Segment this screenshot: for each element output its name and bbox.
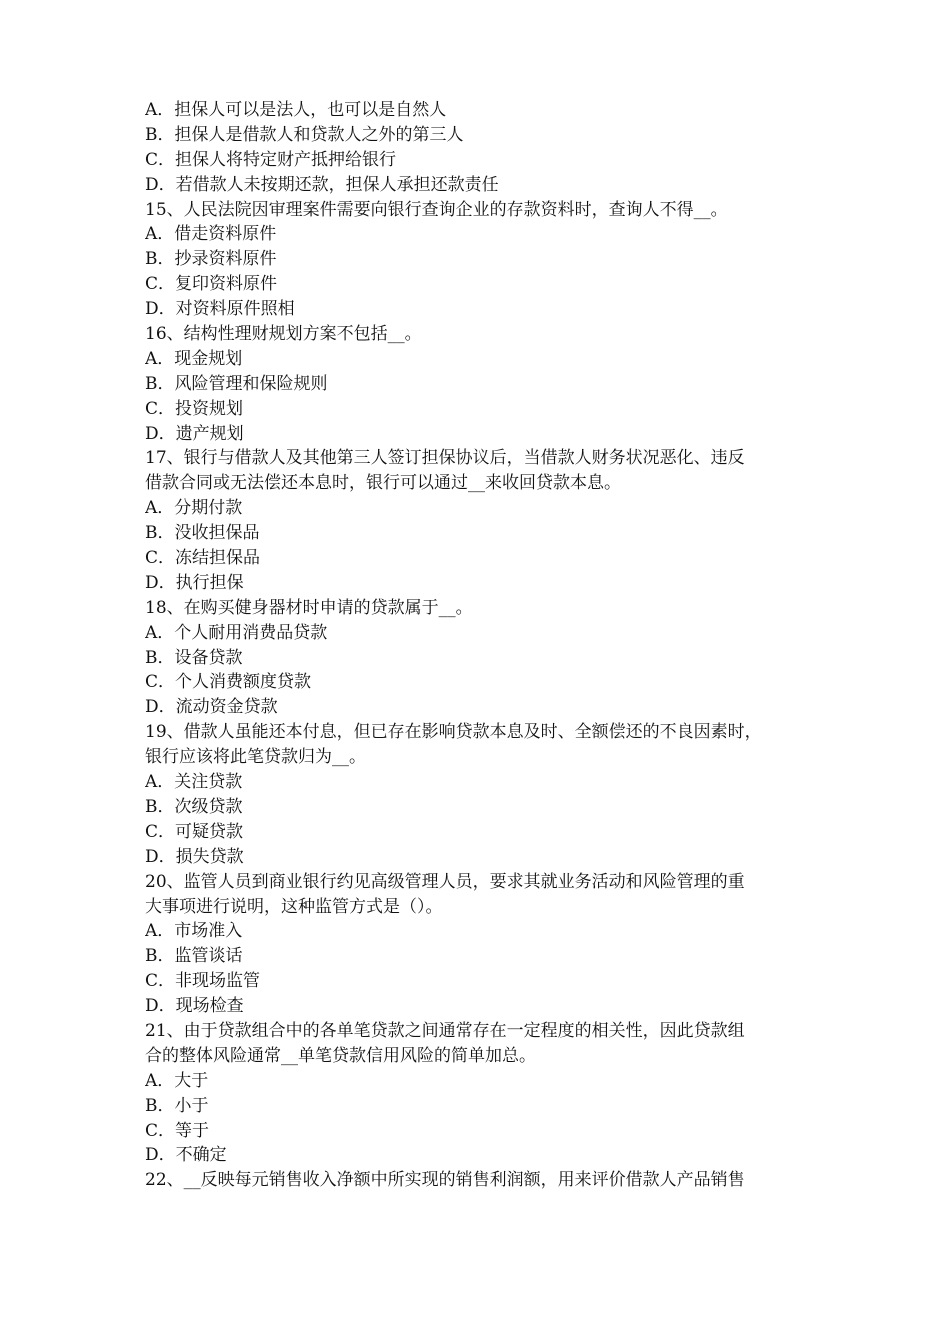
option-line: B．抄录资料原件 (145, 249, 277, 270)
option-line: A．担保人可以是法人，也可以是自然人 (145, 100, 447, 120)
option-line: A．借走资料原件 (145, 224, 277, 245)
option-line: C．冻结担保品 (145, 548, 261, 569)
option-line: B．监管谈话 (145, 946, 243, 967)
option-line: D．损失贷款 (145, 846, 244, 867)
option-line: C．担保人将特定财产抵押给银行 (145, 149, 397, 170)
question-line: 18、在购买健身器材时申请的贷款属于__。 (145, 597, 473, 618)
option-line: B．没收担保品 (145, 523, 260, 544)
option-line: D．执行担保 (145, 572, 244, 593)
question-line: 19、借款人虽能还本付息，但已存在影响贷款本息及时、全额偿还的不良因素时， (145, 722, 762, 743)
option-line: B．担保人是借款人和贷款人之外的第三人 (145, 124, 464, 145)
option-line: C．个人消费额度贷款 (145, 672, 312, 693)
option-line: D．现场检查 (145, 996, 244, 1017)
option-line: B．风险管理和保险规则 (145, 373, 328, 394)
option-line: A．大于 (145, 1070, 209, 1091)
question-line: 15、人民法院因审理案件需要向银行查询企业的存款资料时，查询人不得__。 (145, 199, 728, 220)
question-line: 16、结构性理财规划方案不包括__。 (145, 324, 422, 345)
document-body (145, 98, 815, 1193)
question-line: 21、由于贷款组合中的各单笔贷款之间通常存在一定程度的相关性，因此贷款组 (145, 1020, 745, 1041)
option-line: D．流动资金贷款 (145, 697, 278, 718)
question-line: 22、__反映每元销售收入净额中所实现的销售利润额，用来评价借款人产品销售 (145, 1170, 745, 1191)
option-line: C．非现场监管 (145, 971, 261, 992)
option-line: B．小于 (145, 1095, 209, 1116)
option-line: D．若借款人未按期还款，担保人承担还款责任 (145, 174, 499, 195)
option-line: D．遗产规划 (145, 423, 244, 444)
question-line: 17、银行与借款人及其他第三人签订担保协议后，当借款人财务状况恶化、违反 (145, 448, 745, 469)
option-line: A．个人耐用消费品贷款 (145, 622, 328, 643)
question-line: 大事项进行说明，这种监管方式是（）。 (145, 896, 443, 917)
question-line: 合的整体风险通常__单笔贷款信用风险的简单加总。 (145, 1045, 536, 1066)
option-line: D．对资料原件照相 (145, 299, 295, 320)
option-line: C．等于 (145, 1120, 210, 1141)
option-line: A．市场准入 (145, 921, 243, 942)
option-line: A．关注贷款 (145, 772, 243, 793)
question-line: 银行应该将此笔贷款归为__。 (145, 747, 366, 768)
option-line: C．投资规划 (145, 398, 244, 419)
option-line: C．可疑贷款 (145, 821, 244, 842)
option-line: C．复印资料原件 (145, 274, 278, 295)
option-line: D．不确定 (145, 1145, 227, 1166)
option-line: A．分期付款 (145, 498, 243, 519)
option-line: B．设备贷款 (145, 647, 243, 668)
question-line: 20、监管人员到商业银行约见高级管理人员，要求其就业务活动和风险管理的重 (145, 871, 745, 892)
question-line: 借款合同或无法偿还本息时，银行可以通过__来收回贷款本息。 (145, 473, 621, 494)
option-line: B．次级贷款 (145, 796, 243, 817)
option-line: A．现金规划 (145, 348, 243, 369)
